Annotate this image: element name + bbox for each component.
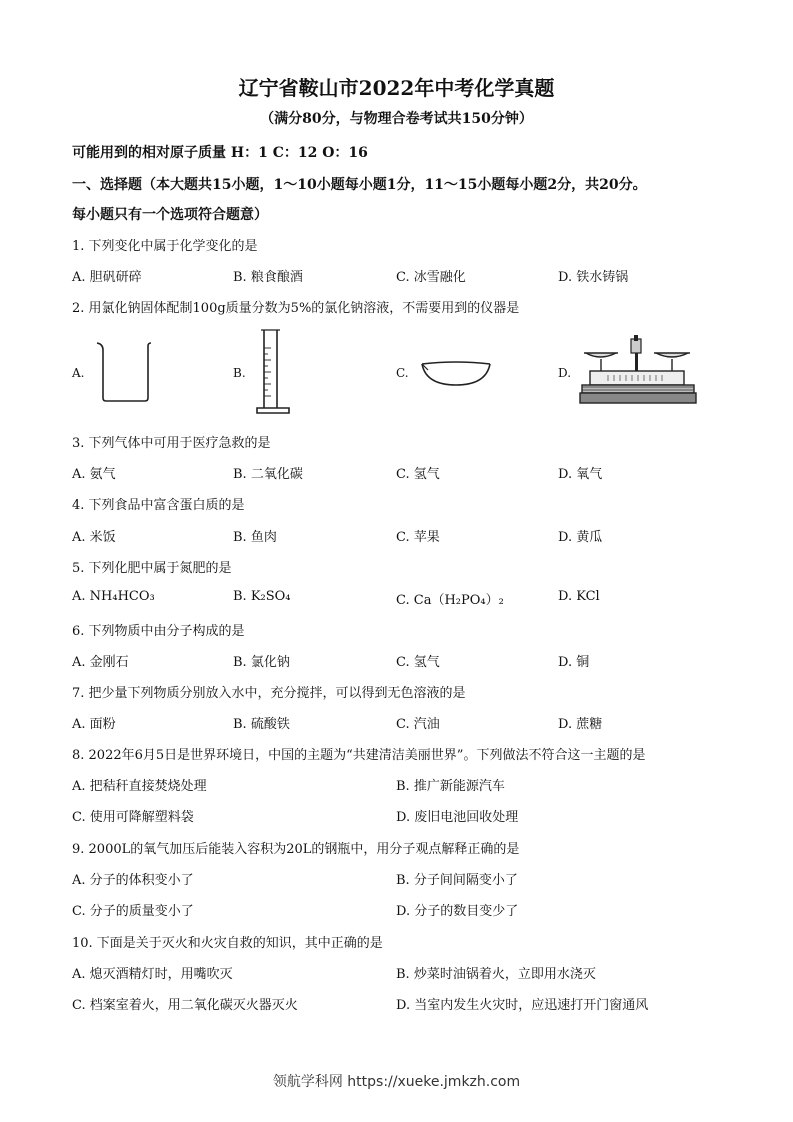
- option: B. K₂SO₄: [233, 589, 291, 604]
- option: C. 汽油: [396, 717, 440, 732]
- graduated-cylinder-icon: [255, 328, 293, 416]
- option: A. 熄灭酒精灯时，用嘴吹灭: [72, 967, 233, 982]
- option: A. 胆矾研碎: [72, 270, 142, 285]
- footer-watermark[interactable]: 领航学科网 https://xueke.jmkzh.com: [272, 1074, 521, 1090]
- option: B. 氯化钠: [233, 655, 290, 670]
- option: A.: [72, 366, 85, 380]
- question-stem: 3. 下列气体中可用于医疗急救的是: [72, 436, 271, 451]
- evaporating-dish-icon: [420, 358, 492, 388]
- option: C.: [396, 366, 409, 380]
- option: B. 炒菜时油锅着火，立即用水浇灭: [396, 967, 596, 982]
- option: D. 铜: [558, 655, 590, 670]
- option: D. 蔗糖: [558, 717, 603, 732]
- option: D. 铁水铸锅: [558, 270, 629, 285]
- option: A. 米饭: [72, 530, 116, 545]
- option: C. 分子的质量变小了: [72, 904, 194, 919]
- option: D. KCl: [558, 589, 600, 604]
- option: D. 废旧电池回收处理: [396, 810, 519, 825]
- question-stem: 9. 2000L的氧气加压后能装入容积为20L的钢瓶中，用分子观点解释正确的是: [72, 842, 520, 857]
- page-subtitle: （满分80分，与物理合卷考试共150分钟）: [260, 111, 533, 127]
- option: A. 面粉: [72, 717, 116, 732]
- question-stem: 1. 下列变化中属于化学变化的是: [72, 239, 258, 254]
- option: D.: [558, 366, 572, 380]
- option: D. 分子的数目变少了: [396, 904, 519, 919]
- option: A. 金刚石: [72, 655, 129, 670]
- section-heading-line1: 一、选择题（本大题共15小题，1～10小题每小题1分，11～15小题每小题2分，共20分。: [72, 177, 647, 193]
- option: C. 冰雪融化: [396, 270, 466, 285]
- option: B. 推广新能源汽车: [396, 779, 505, 794]
- question-stem: 8. 2022年6月5日是世界环境日，中国的主题为“共建清洁美丽世界”。下列做法不符合这一主题的是: [72, 748, 646, 763]
- balance-scale-icon: [578, 333, 698, 413]
- option: C. 档案室着火，用二氧化碳灭火器灭火: [72, 998, 298, 1013]
- option: C. 苹果: [396, 530, 440, 545]
- question-stem: 2. 用氯化钠固体配制100g质量分数为5%的氯化钠溶液，不需要用到的仪器是: [72, 301, 520, 316]
- question-stem: 6. 下列物质中由分子构成的是: [72, 624, 245, 639]
- option: A. 把秸秆直接焚烧处理: [72, 779, 207, 794]
- option: A. 氨气: [72, 467, 116, 482]
- option: C. 使用可降解塑料袋: [72, 810, 194, 825]
- option: C. 氢气: [396, 655, 440, 670]
- question-stem: 7. 把少量下列物质分别放入水中，充分搅拌，可以得到无色溶液的是: [72, 686, 466, 701]
- option: B. 分子间间隔变小了: [396, 873, 518, 888]
- atomic-masses: 可能用到的相对原子质量 H：1 C：12 O：16: [72, 145, 368, 161]
- option: C. Ca（H₂PO₄）₂: [396, 593, 504, 608]
- option: B. 硫酸铁: [233, 717, 290, 732]
- option: D. 当室内发生火灾时，应迅速打开门窗通风: [396, 998, 649, 1013]
- question-stem: 4. 下列食品中富含蛋白质的是: [72, 498, 245, 513]
- beaker-icon: [95, 340, 155, 404]
- option: B. 粮食酿酒: [233, 270, 303, 285]
- question-stem: 10. 下面是关于灭火和火灾自救的知识，其中正确的是: [72, 936, 383, 951]
- option: B. 鱼肉: [233, 530, 277, 545]
- page-title: 辽宁省鞍山市2022年中考化学真题: [238, 76, 555, 100]
- option: B. 二氧化碳: [233, 467, 303, 482]
- option: A. 分子的体积变小了: [72, 873, 194, 888]
- question-stem: 5. 下列化肥中属于氮肥的是: [72, 561, 232, 576]
- section-heading-line2: 每小题只有一个选项符合题意）: [72, 207, 268, 223]
- option: C. 氢气: [396, 467, 440, 482]
- option: D. 氧气: [558, 467, 603, 482]
- option: A. NH₄HCO₃: [72, 589, 155, 604]
- option: D. 黄瓜: [558, 530, 603, 545]
- option: B.: [233, 366, 246, 380]
